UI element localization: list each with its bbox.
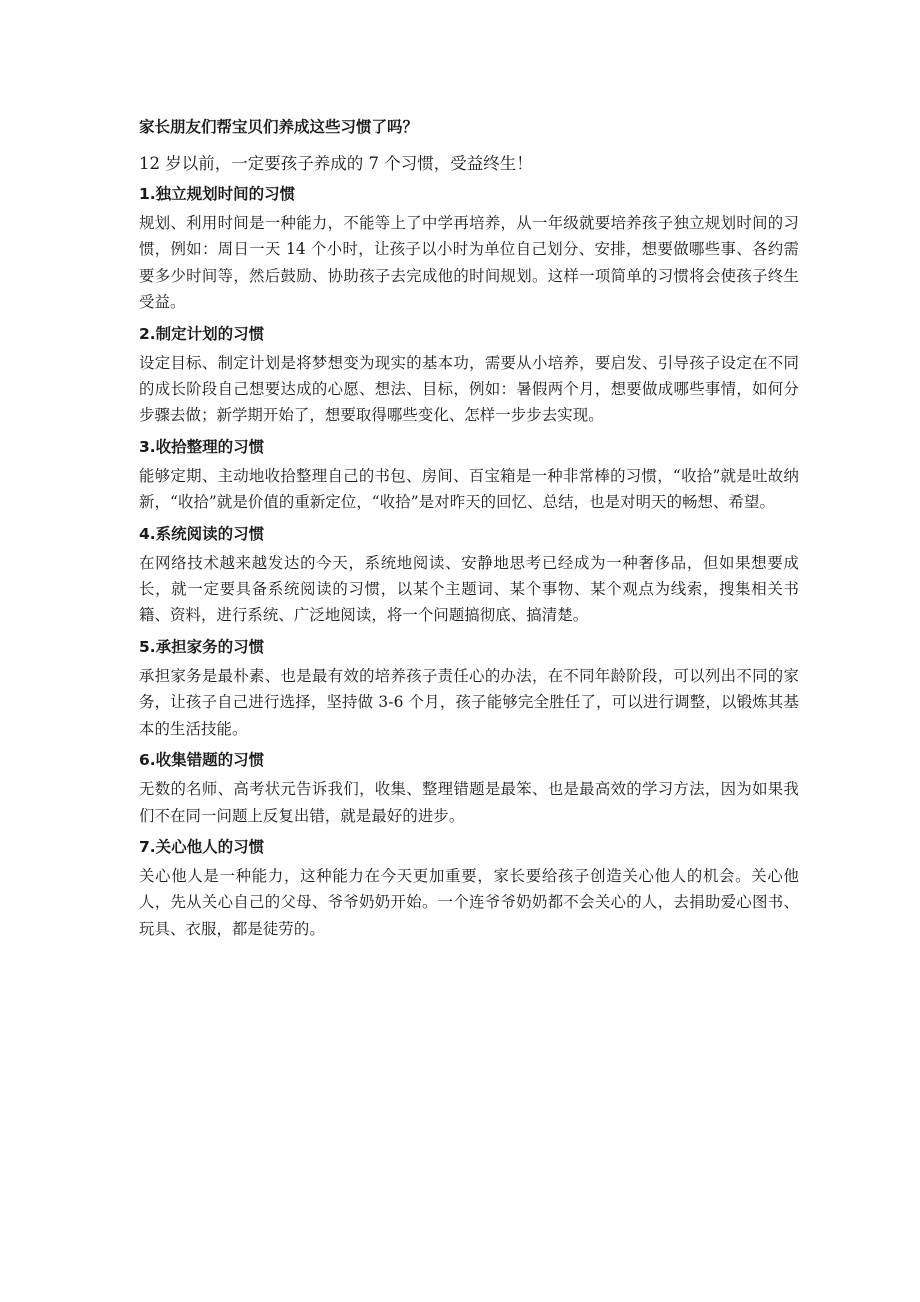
section-body: 能够定期、主动地收拾整理自己的书包、房间、百宝箱是一种非常棒的习惯，“收拾”就是吐故纳新，“收拾”就是价值的重新定位，“收拾”是对昨天的回忆、总结，也是对明天的畅想、希望。 [139, 466, 799, 512]
section-body: 无数的名师、高考状元告诉我们，收集、整理错题是最笨、也是最高效的学习方法，因为如果我们不在同一问题上反复出错，就是最好的进步。 [139, 780, 799, 825]
section-4 [139, 522, 799, 629]
section-body: 规划、利用时间是一种能力，不能等上了中学再培养，从一年级就要培养孩子独立规划时间的习惯，例如：周日一天 14 个小时，让孩子以小时为单位自己划分、安排，想要做哪些事、各约需要多少时间等，然后鼓励、协助孩子去完成他的时间规划。这样一项简单的习惯将会使孩子终生受益。 [139, 214, 799, 312]
document-title: 家长朋友们帮宝贝们养成这些习惯了吗？ [139, 118, 419, 136]
section-heading: 7.关心他人的习惯 [139, 837, 265, 856]
section-heading: 4.系统阅读的习惯 [139, 524, 265, 543]
section-body: 承担家务是最朴素、也是最有效的培养孩子责任心的办法，在不同年龄阶段，可以列出不同的家务，让孩子自己进行选择，坚持做 3-6 个月，孩子能够完全胜任了，可以进行调整，以锻炼其基本的生活技能。 [139, 666, 799, 738]
section-heading: 2.制定计划的习惯 [139, 324, 265, 343]
section-body: 设定目标、制定计划是将梦想变为现实的基本功，需要从小培养，要启发、引导孩子设定在不同的成长阶段自己想要达成的心愿、想法、目标，例如：暑假两个月，想要做成哪些事情，如何分步骤去做；新学期开始了，想要取得哪些变化、怎样一步步去实现。 [139, 353, 799, 425]
section-6 [139, 748, 799, 829]
section-heading: 6.收集错题的习惯 [139, 751, 265, 770]
section-1 [139, 182, 799, 316]
section-heading: 1.独立规划时间的习惯 [139, 185, 296, 203]
section-heading: 5.承担家务的习惯 [139, 637, 265, 656]
section-body: 关心他人是一种能力，这种能力在今天更加重要，家长要给孩子创造关心他人的机会。关心他人，先从关心自己的父母、爷爷奶奶开始。一个连爷爷奶奶都不会关心的人，去捐助爱心图书、玩具、衣服，都是徒劳的。 [139, 866, 799, 938]
section-7 [139, 835, 799, 942]
section-3 [139, 435, 799, 516]
section-heading: 3.收拾整理的习惯 [139, 437, 265, 456]
section-body: 在网络技术越来越发达的今天，系统地阅读、安静地思考已经成为一种奢侈品，但如果想要成长，就一定要具备系统阅读的习惯，以某个主题词、某个事物、某个观点为线索，搜集相关书籍、资料，进行系统、广泛地阅读，将一个问题搞彻底、搞清楚。 [139, 553, 799, 625]
document-intro: 12 岁以前，一定要孩子养成的 7 个习惯，受益终生！ [139, 154, 533, 173]
document-page [139, 116, 799, 942]
section-5 [139, 635, 799, 742]
section-2 [139, 322, 799, 429]
